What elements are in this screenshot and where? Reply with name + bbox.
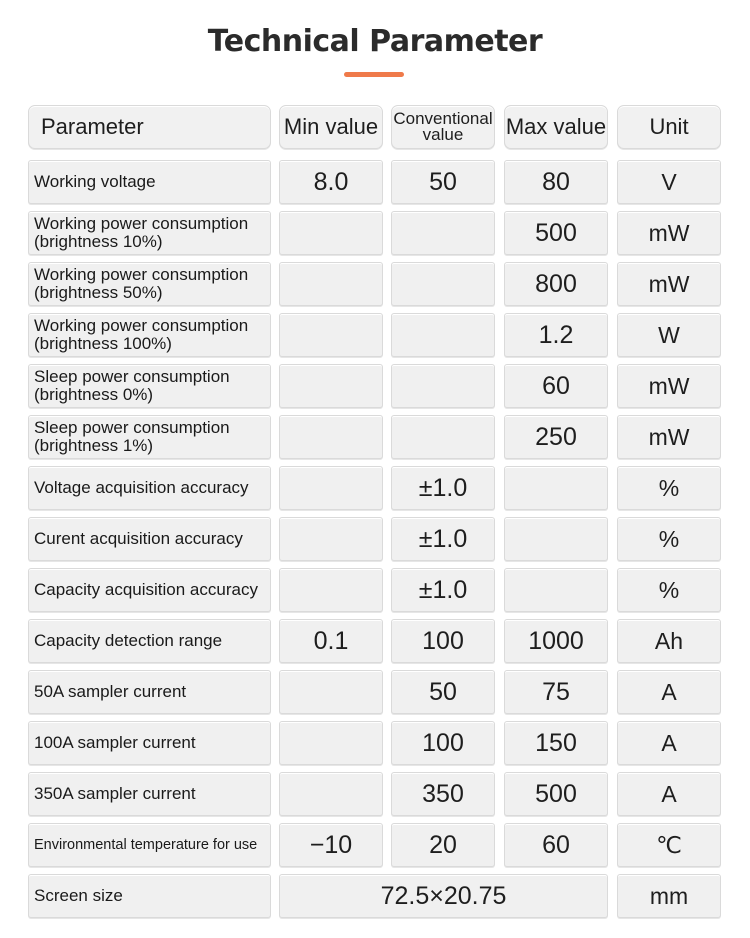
- row-max-value-text: 500: [535, 779, 577, 808]
- row-parameter-text: Sleep power consumption (brightness 0%): [34, 367, 230, 404]
- row-unit-text: %: [658, 576, 680, 603]
- row-max-value: [504, 211, 608, 255]
- header-max-value: [504, 105, 608, 149]
- row-unit-text: mW: [648, 372, 690, 399]
- row-max-value-text: 800: [535, 269, 577, 298]
- row-conventional-value-text: ±1.0: [418, 575, 468, 604]
- row-unit-text: mW: [648, 219, 690, 246]
- row-conventional-value: [391, 823, 495, 867]
- row-max-value: [504, 313, 608, 357]
- row-max-value: [504, 466, 608, 510]
- row-unit: [617, 772, 721, 816]
- row-unit-text: mW: [648, 423, 690, 450]
- row-unit: [617, 874, 721, 918]
- row-unit: [617, 160, 721, 204]
- row-conventional-value: [391, 721, 495, 765]
- row-unit: [617, 670, 721, 714]
- header-unit-text: Unit: [649, 114, 689, 139]
- row-unit: [617, 415, 721, 459]
- row-conventional-value-text: 100: [422, 626, 464, 655]
- row-max-value: [504, 721, 608, 765]
- row-conventional-value: [391, 160, 495, 204]
- row-parameter-text: Working power consumption (brightness 10%): [34, 214, 249, 251]
- row-conventional-value: [391, 466, 495, 510]
- row-unit: [617, 466, 721, 510]
- row-max-value-text: 250: [535, 422, 577, 451]
- row-unit: [617, 721, 721, 765]
- header-min-value: [279, 105, 383, 149]
- row-parameter: [28, 619, 271, 663]
- row-parameter-text: 100A sampler current: [34, 733, 196, 752]
- row-min-value-text: −10: [309, 830, 353, 859]
- row-parameter-text: 350A sampler current: [34, 784, 196, 803]
- row-unit-text: A: [661, 678, 677, 705]
- row-parameter: [28, 772, 271, 816]
- row-conventional-value: [391, 772, 495, 816]
- row-min-value: [279, 211, 383, 255]
- row-conventional-value: [391, 415, 495, 459]
- row-conventional-value: [391, 313, 495, 357]
- row-max-value: [504, 823, 608, 867]
- row-conventional-value: [391, 211, 495, 255]
- row-parameter: [28, 670, 271, 714]
- row-unit-text: mW: [648, 270, 690, 297]
- row-parameter: [28, 211, 271, 255]
- row-max-value: [504, 262, 608, 306]
- row-parameter-text: Environmental temperature for use: [34, 837, 258, 853]
- row-max-value-text: 1.2: [538, 320, 574, 349]
- row-max-value-text: 150: [535, 728, 577, 757]
- row-conventional-value-text: 20: [429, 830, 457, 859]
- row-parameter-text: Curent acquisition accuracy: [34, 529, 243, 548]
- row-conventional-value: [391, 517, 495, 561]
- row-min-value: [279, 721, 383, 765]
- row-max-value: [504, 415, 608, 459]
- row-parameter: [28, 466, 271, 510]
- row-parameter: [28, 415, 271, 459]
- title-underline: [344, 72, 404, 77]
- row-conventional-value-text: ±1.0: [418, 473, 468, 502]
- row-parameter: [28, 823, 271, 867]
- row-max-value: [504, 517, 608, 561]
- row-max-value: [504, 364, 608, 408]
- row-max-value-text: 1000: [528, 626, 584, 655]
- row-min-value: [279, 517, 383, 561]
- row-parameter: [28, 160, 271, 204]
- row-unit: [617, 313, 721, 357]
- row-screen-size-value: [279, 874, 608, 918]
- row-min-value: [279, 262, 383, 306]
- row-min-value: [279, 568, 383, 612]
- row-parameter-text: Capacity acquisition accuracy: [34, 580, 258, 599]
- row-unit: [617, 517, 721, 561]
- header-min-value-text: Min value: [283, 114, 379, 139]
- row-parameter-text: Screen size: [34, 886, 123, 905]
- row-min-value: [279, 670, 383, 714]
- row-unit: [617, 262, 721, 306]
- header-unit: [617, 105, 721, 149]
- row-parameter-text: Capacity detection range: [34, 631, 223, 650]
- row-min-value: [279, 313, 383, 357]
- row-min-value: [279, 823, 383, 867]
- row-conventional-value: [391, 619, 495, 663]
- row-parameter-text: Working voltage: [34, 172, 156, 191]
- row-max-value-text: 60: [542, 371, 570, 400]
- row-conventional-value-text: 50: [429, 677, 457, 706]
- row-min-value: [279, 466, 383, 510]
- row-min-value: [279, 415, 383, 459]
- row-max-value-text: 60: [542, 830, 570, 859]
- page-title: Technical Parameter: [207, 24, 543, 59]
- row-max-value: [504, 619, 608, 663]
- header-conventional-value-text: Conventional value: [393, 109, 493, 144]
- row-max-value-text: 500: [535, 218, 577, 247]
- header-max-value-text: Max value: [505, 114, 607, 139]
- row-parameter: [28, 874, 271, 918]
- row-conventional-value: [391, 262, 495, 306]
- row-unit-text: W: [658, 321, 680, 348]
- row-max-value: [504, 160, 608, 204]
- row-min-value: [279, 364, 383, 408]
- row-unit: [617, 619, 721, 663]
- row-max-value-text: 75: [542, 677, 570, 706]
- row-conventional-value-text: ±1.0: [418, 524, 468, 553]
- row-unit-text: mm: [649, 882, 689, 909]
- row-max-value: [504, 568, 608, 612]
- row-parameter: [28, 721, 271, 765]
- row-parameter-text: Sleep power consumption (brightness 1%): [34, 418, 230, 455]
- row-conventional-value: [391, 568, 495, 612]
- row-parameter-text: Voltage acquisition accuracy: [34, 478, 249, 497]
- row-unit: [617, 568, 721, 612]
- row-screen-size-value-text: 72.5×20.75: [380, 881, 507, 910]
- row-parameter: [28, 364, 271, 408]
- row-parameter-text: Working power consumption (brightness 100%): [34, 316, 249, 353]
- row-parameter-text: 50A sampler current: [34, 682, 187, 701]
- row-unit: [617, 364, 721, 408]
- row-unit: [617, 211, 721, 255]
- row-conventional-value-text: 50: [429, 167, 457, 196]
- header-parameter: [28, 105, 271, 149]
- row-unit-text: %: [658, 525, 680, 552]
- row-unit-text: A: [661, 780, 677, 807]
- row-conventional-value-text: 100: [422, 728, 464, 757]
- row-unit-text: Ah: [654, 627, 684, 654]
- row-unit-text: %: [658, 474, 680, 501]
- header-parameter-text: Parameter: [41, 114, 144, 139]
- row-min-value: [279, 619, 383, 663]
- row-min-value: [279, 160, 383, 204]
- row-min-value-text: 8.0: [313, 167, 349, 196]
- row-conventional-value-text: 350: [422, 779, 464, 808]
- header-conventional-value: [391, 105, 495, 149]
- row-min-value-text: 0.1: [313, 626, 349, 655]
- row-parameter-text: Working power consumption (brightness 50%): [34, 265, 249, 302]
- row-parameter: [28, 262, 271, 306]
- row-unit: [617, 823, 721, 867]
- row-parameter: [28, 568, 271, 612]
- row-unit-text: ℃: [656, 831, 682, 858]
- row-parameter: [28, 313, 271, 357]
- row-max-value: [504, 670, 608, 714]
- row-parameter: [28, 517, 271, 561]
- row-unit-text: V: [661, 168, 677, 195]
- row-min-value: [279, 772, 383, 816]
- row-conventional-value: [391, 364, 495, 408]
- row-unit-text: A: [661, 729, 677, 756]
- row-max-value-text: 80: [542, 167, 570, 196]
- row-max-value: [504, 772, 608, 816]
- row-conventional-value: [391, 670, 495, 714]
